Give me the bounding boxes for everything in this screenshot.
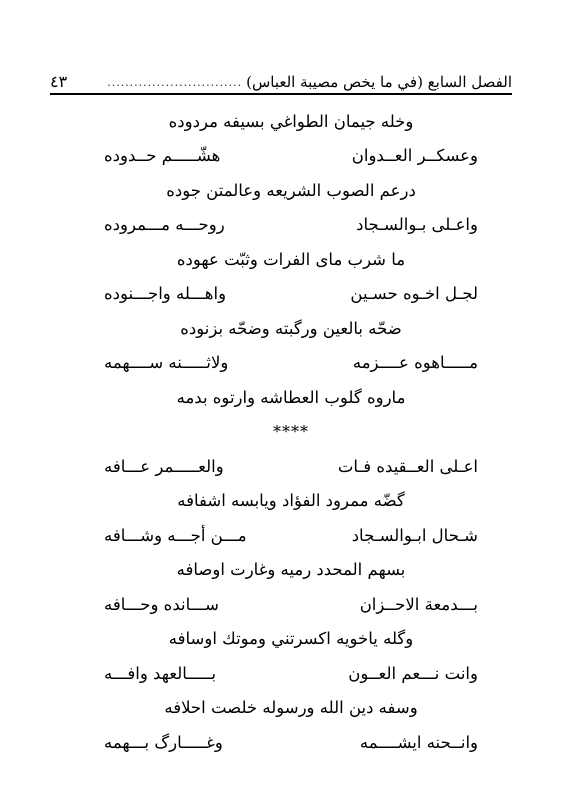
dot-leader: .............................. bbox=[107, 77, 243, 89]
verse-line-centered: ضحّه بالعين ورگبته وضحّه بزنوده bbox=[180, 318, 402, 338]
verse-couplet bbox=[104, 139, 478, 174]
verse-line-centered: درعم الصوب الشريعه وعالمتن جوده bbox=[166, 180, 416, 200]
chapter-title: الفصل السابع (في ما يخص مصيبة العباس) bbox=[246, 73, 512, 91]
verse-hemistich-left: وغـــــارگ بـــهمه bbox=[104, 732, 223, 752]
verse-hemistich-right: وانــحنه ايشــــمه bbox=[359, 732, 478, 752]
verse-hemistich-right: وانت نـــعم العــون bbox=[348, 663, 478, 683]
verse-couplet bbox=[104, 587, 478, 622]
verse-couplet bbox=[104, 277, 478, 312]
verse-couplet bbox=[104, 656, 478, 691]
verse-line-centered: بسهم المحدد رميه وغارت اوصافه bbox=[176, 560, 406, 580]
verse-couplet bbox=[104, 725, 478, 760]
verse-couplet bbox=[104, 449, 478, 484]
verse-hemistich-right: اعـلى العــقيده فـات bbox=[337, 456, 478, 476]
verse-hemistich-left: مـــن أجـــه وشـــافه bbox=[104, 525, 247, 545]
page-header bbox=[50, 66, 512, 92]
poem-body bbox=[104, 104, 478, 760]
verse-hemistich-right: مـــــاهوه عــــزمه bbox=[352, 353, 478, 373]
verse-hemistich-left: ولاثـــــنه ســــهمه bbox=[104, 353, 229, 373]
verse-line-centered: گضّه ممرود الفؤاد ويابسه اشفافه bbox=[177, 491, 405, 511]
verse-hemistich-left: واهـــله واجـــنوده bbox=[104, 284, 227, 304]
verse-hemistich-left: بـــــالعهد وافـــه bbox=[104, 663, 217, 683]
verse-hemistich-right: بـــدمعة الاحــزان bbox=[359, 594, 478, 614]
verse-line-centered: ماروه گلوب العطاشه وارتوه بدمه bbox=[176, 387, 406, 407]
verse-hemistich-right: وعسكــر العــدوان bbox=[351, 146, 478, 166]
page-number: ٤٣ bbox=[50, 72, 68, 91]
verse-hemistich-right: لجـل اخـوه حسـين bbox=[350, 284, 478, 304]
verse-couplet bbox=[104, 346, 478, 381]
verse-hemistich-left: ســـانده وحـــافه bbox=[104, 594, 219, 614]
verse-line-centered: وسفه دين الله ورسوله خلصت احلافه bbox=[164, 698, 418, 718]
verse-line-centered: ما شرب ماى الفرات وثبّت عهوده bbox=[176, 249, 406, 269]
verse-hemistich-left: هشّـــــم حــدوده bbox=[104, 146, 221, 166]
verse-line-centered: وخله جيمان الطواغي بسيفه مردوده bbox=[168, 111, 414, 131]
verse-couplet bbox=[104, 518, 478, 553]
verse-hemistich-left: والعـــــمر عـــافه bbox=[104, 456, 224, 476]
section-separator: **** bbox=[273, 422, 309, 442]
verse-line-centered: وگله ياخويه اكسرتني وموتك اوسافه bbox=[168, 629, 414, 649]
verse-hemistich-right: واعـلى بـوالسـجاد bbox=[356, 215, 478, 235]
verse-couplet bbox=[104, 208, 478, 243]
header-rule bbox=[50, 93, 512, 95]
verse-hemistich-right: شـحال ابـوالسـجاد bbox=[351, 525, 478, 545]
verse-hemistich-left: روحـــه مـــمروده bbox=[104, 215, 225, 235]
